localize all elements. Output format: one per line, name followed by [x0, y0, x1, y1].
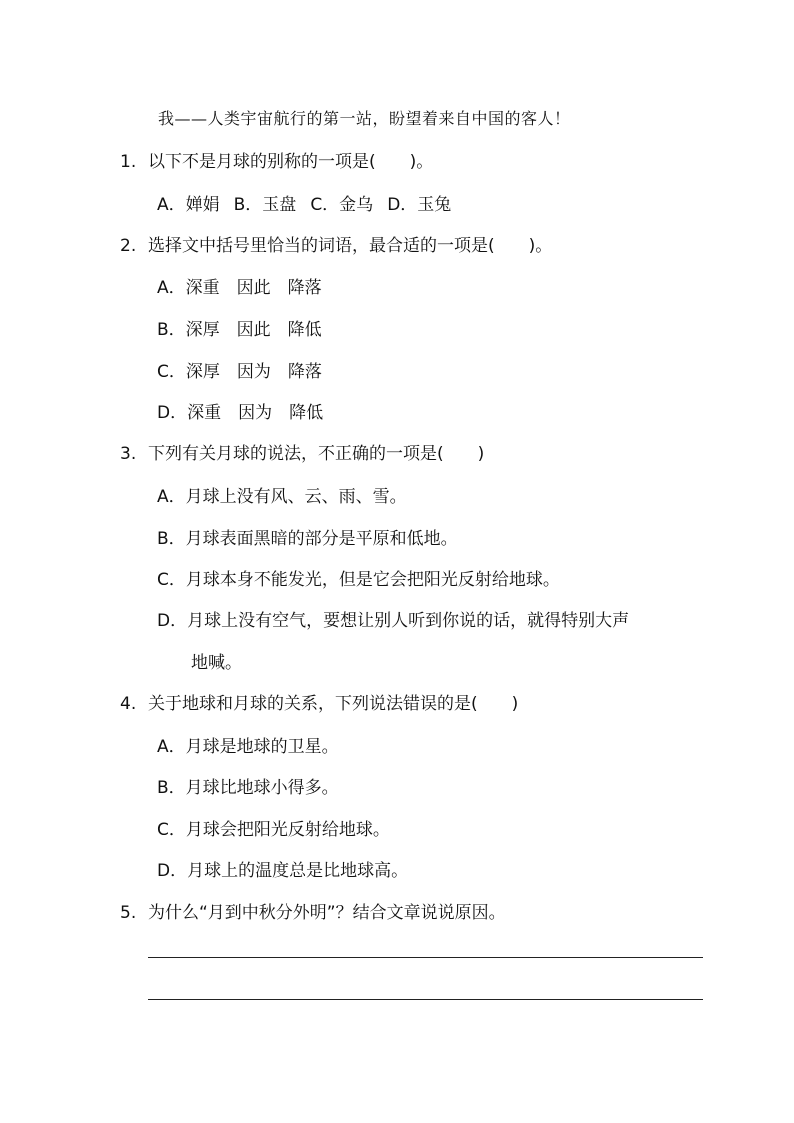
question-text: 为什么“月到中秋分外明”？结合文章说说原因。	[148, 903, 506, 923]
option-b: B．深厚 因此 降低	[157, 320, 322, 340]
option-c: C．月球会把阳光反射给地球。	[157, 820, 390, 840]
option-a: A．深重 因此 降落	[157, 278, 322, 298]
option-a: A．月球上没有风、云、雨、雪。	[157, 487, 407, 507]
option-d-continuation: 地喊。	[191, 653, 242, 673]
option-d: D．玉兔	[387, 195, 452, 215]
option-d: D．深重 因为 降低	[157, 403, 324, 423]
option-b: B．玉盘	[233, 195, 297, 215]
option-a: A．婵娟	[157, 195, 220, 215]
option-b: B．月球比地球小得多。	[157, 778, 339, 798]
option-d: D．月球上没有空气，要想让别人听到你说的话，就得特别大声	[157, 611, 630, 631]
question-text: 下列有关月球的说法，不正确的一项是( )	[148, 444, 485, 464]
question-4	[120, 689, 518, 714]
question-text: 选择文中括号里恰当的词语，最合适的一项是( )。	[148, 236, 553, 256]
option-c: C．金乌	[310, 195, 374, 215]
question-1-options	[157, 190, 451, 215]
question-number: 1.	[120, 152, 137, 172]
question-number: 5.	[120, 903, 137, 923]
option-d: D．月球上的温度总是比地球高。	[157, 861, 409, 881]
option-c: C．月球本身不能发光，但是它会把阳光反射给地球。	[157, 570, 560, 590]
answer-line-1[interactable]	[148, 957, 703, 958]
question-3	[120, 439, 484, 464]
question-1	[120, 147, 433, 172]
option-c: C．深厚 因为 降落	[157, 362, 322, 382]
question-text: 关于地球和月球的关系，下列说法错误的是( )	[148, 694, 519, 714]
question-2	[120, 231, 552, 256]
question-number: 2.	[120, 236, 137, 256]
answer-line-2[interactable]	[148, 999, 703, 1000]
question-number: 3.	[120, 444, 137, 464]
question-5	[120, 898, 506, 923]
question-number: 4.	[120, 694, 137, 714]
option-b: B．月球表面黑暗的部分是平原和低地。	[157, 529, 458, 549]
question-text: 以下不是月球的别称的一项是( )。	[148, 152, 434, 172]
passage-last-line: 我——人类宇宙航行的第一站，盼望着来自中国的客人！	[158, 109, 571, 128]
option-a: A．月球是地球的卫星。	[157, 737, 339, 757]
